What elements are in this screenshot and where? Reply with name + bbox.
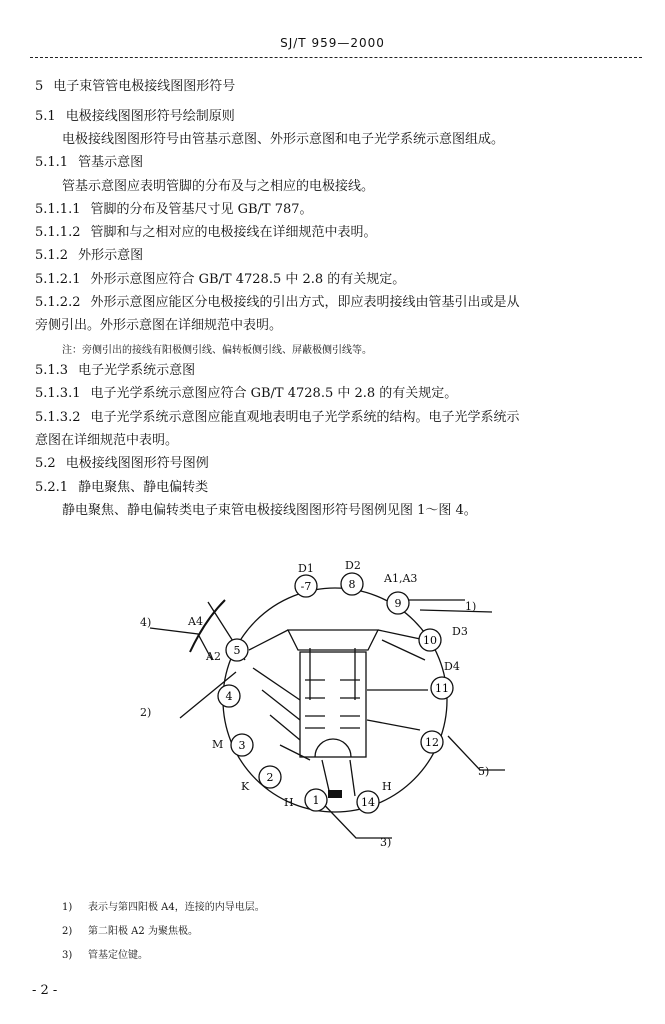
label-h-right: H (382, 780, 392, 793)
paragraph-line: 意图在详细规范中表明。 (35, 433, 179, 448)
page-number: - 2 - (32, 983, 58, 998)
clause-title: 电子光学系统示意图 (78, 363, 196, 378)
pin-number: 11 (435, 682, 449, 695)
clause-text: 电子光学系统示意图应能直观地表明电子光学系统的结构。电子光学系统示 (90, 410, 520, 425)
clause-number: 5.1.3.1 (35, 386, 81, 401)
footnote-text: 第二阳极 A2 为聚焦极。 (88, 926, 198, 937)
pin-number: 10 (423, 634, 437, 647)
clause-number: 5.1 (35, 109, 56, 124)
label-a4: A4 (188, 615, 203, 628)
clause-heading (35, 108, 640, 126)
clause-title: 静电聚焦、静电偏转类 (78, 480, 209, 495)
paragraph-line: 电极接线图图形符号由管基示意图、外形示意图和电子光学系统示意图组成。 (62, 132, 505, 147)
label-d4: D4 (444, 660, 460, 673)
clause-heading (35, 247, 640, 265)
section-title: 电子束管管电极接线图图形符号 (53, 79, 236, 94)
clause-text: 电子光学系统示意图应符合 GB/T 4728.5 中 2.8 的有关规定。 (90, 386, 458, 401)
clause-number: 5.1.3 (35, 363, 69, 378)
clause-heading (35, 479, 640, 497)
footnote-key: 3) (62, 950, 73, 961)
callout-2: 2) (140, 706, 152, 719)
clause-text: 管脚的分布及管基尺寸见 GB/T 787。 (90, 202, 313, 217)
section-number: 5 (35, 79, 44, 94)
pin-number: 4 (225, 690, 233, 703)
footnote (62, 946, 148, 961)
clause-number: 5.1.1.1 (35, 202, 81, 217)
note-line: 注：旁侧引出的接线有阳极侧引线、偏转板侧引线、屏蔽极侧引线等。 (62, 345, 372, 356)
base-key (328, 790, 342, 798)
header-rule (30, 57, 642, 58)
pin-number: -7 (300, 580, 312, 593)
pin-number: 8 (348, 578, 356, 591)
callout-4: 4) (140, 616, 152, 629)
clause-line (35, 294, 640, 312)
clause-number: 5.1.2.1 (35, 272, 81, 287)
clause-line (35, 409, 640, 427)
clause-line (35, 385, 640, 403)
footnote-key: 2) (62, 926, 73, 937)
clause-number: 5.2.1 (35, 480, 69, 495)
clause-line (35, 224, 640, 242)
screen-funnel (288, 630, 378, 650)
paragraph-line: 静电聚焦、静电偏转类电子束管电极接线图图形符号图例见图 1～图 4。 (62, 503, 477, 518)
callout-3: 3) (380, 836, 392, 849)
pin-number: 12 (425, 736, 439, 749)
clause-number: 5.1.1 (35, 155, 69, 170)
clause-heading (35, 362, 640, 380)
label-d2: D2 (345, 559, 361, 572)
pin-number: 2 (266, 771, 274, 784)
tube-base-circle (223, 588, 447, 812)
clause-number: 5.1.2 (35, 248, 69, 263)
label-d3: D3 (452, 625, 468, 638)
callout-5: 5) (478, 765, 490, 778)
footnote-text: 表示与第四阳极 A4，连接的内导电层。 (88, 902, 265, 913)
footnote-text: 管基定位键。 (88, 950, 148, 961)
clause-line (35, 201, 640, 219)
clause-title: 管基示意图 (78, 155, 144, 170)
footnote (62, 898, 265, 913)
footnote-key: 1) (62, 902, 73, 913)
paragraph-line: 旁侧引出。外形示意图在详细规范中表明。 (35, 318, 283, 333)
pin-number: 9 (394, 597, 402, 610)
label-h-left: H (284, 796, 294, 809)
standard-code-header: SJ/T 959—2000 (280, 36, 385, 50)
clause-title: 外形示意图 (78, 248, 144, 263)
clause-text: 外形示意图应符合 GB/T 4728.5 中 2.8 的有关规定。 (90, 272, 406, 287)
clause-number: 5.1.3.2 (35, 410, 81, 425)
section-heading (35, 78, 640, 96)
pin-number: 3 (238, 739, 246, 752)
electrode-connection-diagram (0, 540, 665, 870)
pin-number: 1 (312, 794, 320, 807)
clause-title: 电极接线图图形符号绘制原则 (65, 109, 235, 124)
label-m: M (212, 738, 224, 751)
pin-number: 14 (361, 796, 375, 809)
clause-line (35, 271, 640, 289)
label-a2: A2 (206, 650, 221, 663)
clause-text: 外形示意图应能区分电极接线的引出方式，即应表明接线由管基引出或是从 (90, 295, 520, 310)
clause-number: 5.2 (35, 456, 56, 471)
clause-number: 5.1.1.2 (35, 225, 81, 240)
footnote (62, 922, 198, 937)
clause-text: 管脚和与之相对应的电极接线在详细规范中表明。 (90, 225, 377, 240)
clause-number: 5.1.2.2 (35, 295, 81, 310)
label-d1: D1 (298, 562, 314, 575)
paragraph-line: 管基示意图应表明管脚的分布及与之相应的电极接线。 (62, 179, 375, 194)
pin-number: 5 (233, 644, 241, 657)
callout-1: 1) (465, 600, 477, 613)
clause-heading (35, 154, 640, 172)
label-k: K (241, 780, 250, 793)
clause-title: 电极接线图图形符号图例 (65, 456, 209, 471)
label-a1a3: A1,A3 (384, 572, 418, 585)
clause-heading (35, 455, 640, 473)
